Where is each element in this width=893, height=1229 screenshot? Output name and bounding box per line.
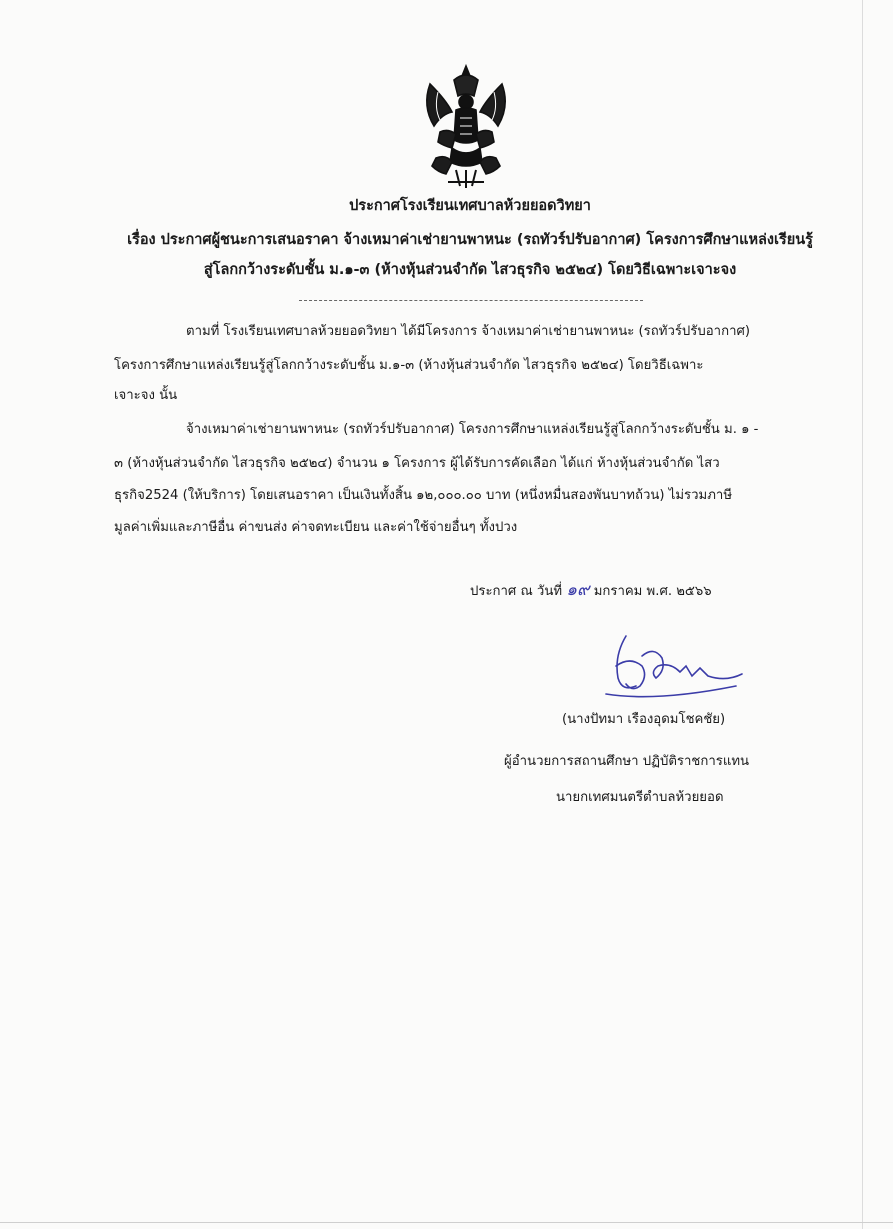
paragraph1-line1: ตามที่ โรงเรียนเทศบาลห้วยยอดวิทยา ได้มีโครงการ จ้างเหมาค่าเช่ายานพาหนะ (รถทัวร์ปรับอากาศ) xyxy=(186,324,750,339)
announcement-title: ประกาศโรงเรียนเทศบาลห้วยยอดวิทยา xyxy=(349,198,591,214)
paragraph2-line1: จ้างเหมาค่าเช่ายานพาหนะ (รถทัวร์ปรับอากาศ) โครงการศึกษาแหล่งเรียนรู้สู่โลกกว้างระดับชั้น ม. ๑ - xyxy=(186,422,759,437)
paragraph1-line2: โครงการศึกษาแหล่งเรียนรู้สู่โลกกว้างระดับชั้น ม.๑-๓ (ห้างหุ้นส่วนจำกัด ไสวธุรกิจ ๒๕๒๔) โดยวิธีเฉพาะ xyxy=(114,358,704,373)
signatory-name: (นางปัทมา เรืองอุดมโชคชัย) xyxy=(562,712,726,727)
signatory-title-line1: ผู้อำนวยการสถานศึกษา ปฏิบัติราชการแทน xyxy=(504,754,750,769)
paragraph2-line2: ๓ (ห้างหุ้นส่วนจำกัด ไสวธุรกิจ ๒๕๒๔) จำนวน ๑ โครงการ ผู้ได้รับการคัดเลือก ได้แก่ ห้างหุ้นส่วนจำกัด ไสว xyxy=(114,456,720,471)
handwritten-day: ๑๙ xyxy=(566,580,590,600)
signatory-title-line2: นายกเทศมนตรีตำบลห้วยยอด xyxy=(556,790,724,805)
page-fold-line xyxy=(862,0,863,1229)
date-suffix: มกราคม พ.ศ. ๒๕๖๖ xyxy=(593,584,712,599)
page-bottom-edge xyxy=(0,1222,893,1223)
paragraph2-line3: ธุรกิจ2524 (ให้บริการ) โดยเสนอราคา เป็นเงินทั้งสิ้น ๑๒,๐๐๐.๐๐ บาท (หนึ่งหมื่นสองพันบาทถ้วน) ไม่รวมภาษี xyxy=(114,488,733,503)
divider xyxy=(299,300,643,301)
date-prefix: ประกาศ ณ วันที่ xyxy=(470,584,563,599)
announcement-subject-line1: เรื่อง ประกาศผู้ชนะการเสนอราคา จ้างเหมาค่าเช่ายานพาหนะ (รถทัวร์ปรับอากาศ) โครงการศึกษาแหล่งเรียนรู้ xyxy=(127,232,813,248)
paragraph2-line4: มูลค่าเพิ่มและภาษีอื่น ค่าขนส่ง ค่าจดทะเบียน และค่าใช้จ่ายอื่นๆ ทั้งปวง xyxy=(114,520,518,535)
paragraph1-line3: เจาะจง นั้น xyxy=(114,388,178,403)
garuda-emblem-icon xyxy=(416,62,516,190)
announcement-subject-line2: สู่โลกกว้างระดับชั้น ม.๑-๓ (ห้างหุ้นส่วนจำกัด ไสวธุรกิจ ๒๕๒๔) โดยวิธีเฉพาะเจาะจง xyxy=(203,262,737,278)
announcement-date xyxy=(470,580,712,602)
signature-icon xyxy=(596,626,746,706)
